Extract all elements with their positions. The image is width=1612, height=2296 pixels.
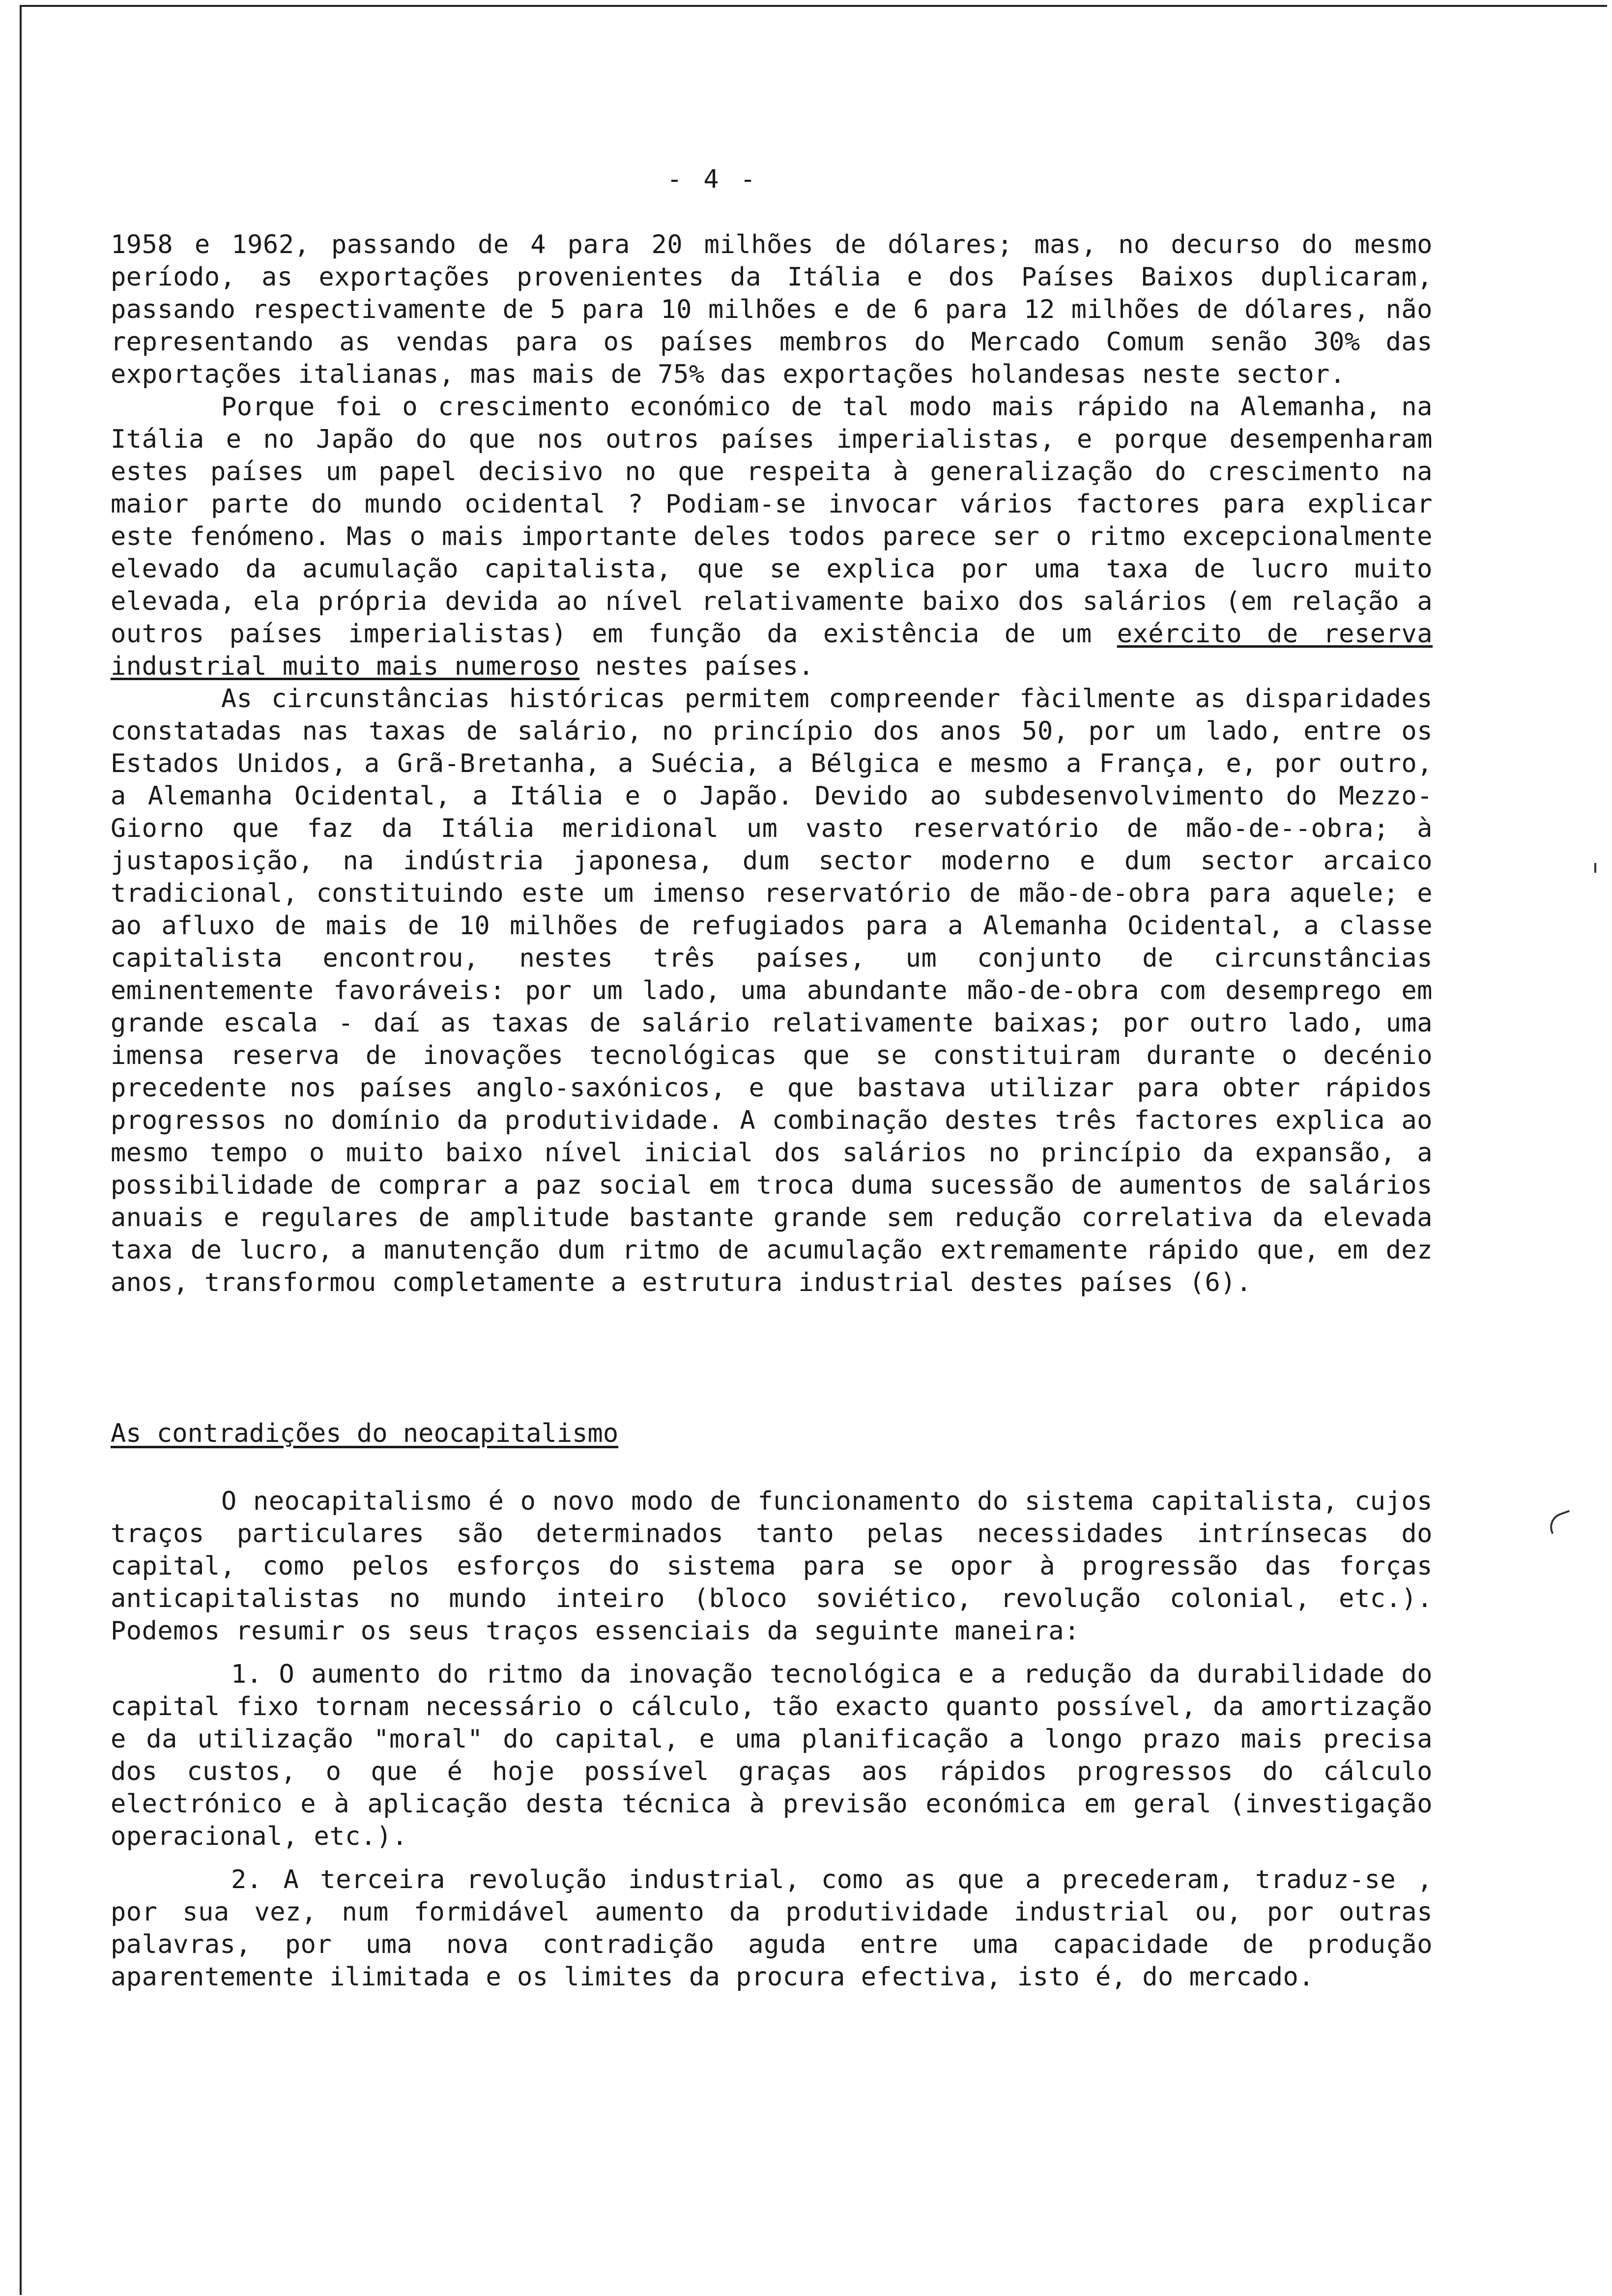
margin-curl-mark [1546,1510,1575,1534]
paragraph-4: O neocapitalismo é o novo modo de funcionamento do sistema capitalista, cujos traços particulares são determinados tanto pelas necessidades intrínsecas do capital, como pelos esforços do sistema para se opor à progressão das forças anticapitalistas no mundo inteiro (bloco soviético, revolução colonial, etc.). Podemos resumir os seus traços essenciais da seguinte maneira: [111,1487,1433,1646]
main-text-block [111,229,1433,1299]
page-number: - 4 - [666,165,759,194]
margin-mark [1594,863,1596,873]
page-border-top [20,5,1607,7]
list-item-2: 2. A terceira revolução industrial, como as que a precederam, traduz-se , por sua vez, num formidável aumento da produtividade industrial ou, por outras palavras, por uma nova contradição aguda entre uma capacidade de produção aparentemente ilimitada e os limites da procura efectiva, isto é, do mercado. [111,1865,1433,1992]
paragraph-2-underlined: exército de reserva industrial muito mais numeroso [111,619,1433,681]
list-item-1: 1. O aumento do ritmo da inovação tecnológica e a redução da durabilidade do capital fixo tornam necessário o cálculo, tão exacto quanto possível, da amortização e da utilização "moral" do capital, e uma planificação a longo prazo mais precisa dos custos, o que é hoje possível graças aos rápidos progressos do cálculo electrónico e à aplicação desta técnica à previsão económica em geral (investigação operacional, etc.). [111,1660,1433,1851]
paragraph-2 [111,391,1433,683]
paragraph-1: 1958 e 1962, passando de 4 para 20 milhões de dólares; mas, no decurso do mesmo período, as exportações provenientes da Itália e dos Países Baixos duplicaram, passando respectivamente de 5 para 10 milhões e de 6 para 12 milhões de dólares, não representando as vendas para os países membros do Mercado Comum senão 30% das exportações italianas, mas mais de 75% das exportações holandesas neste sector. [111,230,1433,389]
paragraph-2-text-b: nestes países. [579,652,814,681]
section-heading: As contradições do neocapitalismo [111,1419,619,1448]
paragraph-2-text-a: Porque foi o crescimento económico de tal modo mais rápido na Alemanha, na Itália e no Japão do que nos outros países imperialistas, e porque desempenharam estes países um papel decisivo no que respeita à generalização do crescimento na maior parte do mundo ocidental ? Podiam-se invocar vários factores para explicar este fenómeno. Mas o mais importante deles todos parece ser o ritmo excepcionalmente elevado da acumulação capitalista, que se explica por uma taxa de lucro muito elevada, ela própria devida ao nível relativamente baixo dos salários (em relação a outros países imperialistas) em função da existência de um [111,392,1433,649]
page-border-left [20,5,22,2295]
second-text-block [111,1485,1433,1993]
paragraph-3: As circunstâncias históricas permitem compreender fàcilmente as disparidades constatadas nas taxas de salário, no princípio dos anos 50, por um lado, entre os Estados Unidos, a Grã-Bretanha, a Suécia, a Bélgica e mesmo a França, e, por outro, a Alemanha Ocidental, a Itália e o Japão. Devido ao subdesenvolvimento do Mezzo-Giorno que faz da Itália meridional um vasto reservatório de mão-de--obra; à justaposição, na indústria japonesa, dum sector moderno e dum sector arcaico tradicional, constituindo este um imenso reservatório de mão-de-obra para aquele; e ao afluxo de mais de 10 milhões de refugiados para a Alemanha Ocidental, a classe capitalista encontrou, nestes três países, um conjunto de circunstâncias eminentemente favoráveis: por um lado, uma abundante mão-de-obra com desemprego em grande escala - daí as taxas de salário relativamente baixas; por outro lado, uma imensa reserva de inovações tecnológicas que se constituiram durante o decénio precedente nos países anglo-saxónicos, e que bastava utilizar para obter rápidos progressos no domínio da produtividade. A combinação destes três factores explica ao mesmo tempo o muito baixo nível inicial dos salários no princípio da expansão, a possibilidade de comprar a paz social em troca duma sucessão de aumentos de salários anuais e regulares de amplitude bastante grande sem redução correlativa da elevada taxa de lucro, a manutenção dum ritmo de acumulação extremamente rápido que, em dez anos, transformou completamente a estrutura industrial destes países (6). [111,684,1433,1297]
